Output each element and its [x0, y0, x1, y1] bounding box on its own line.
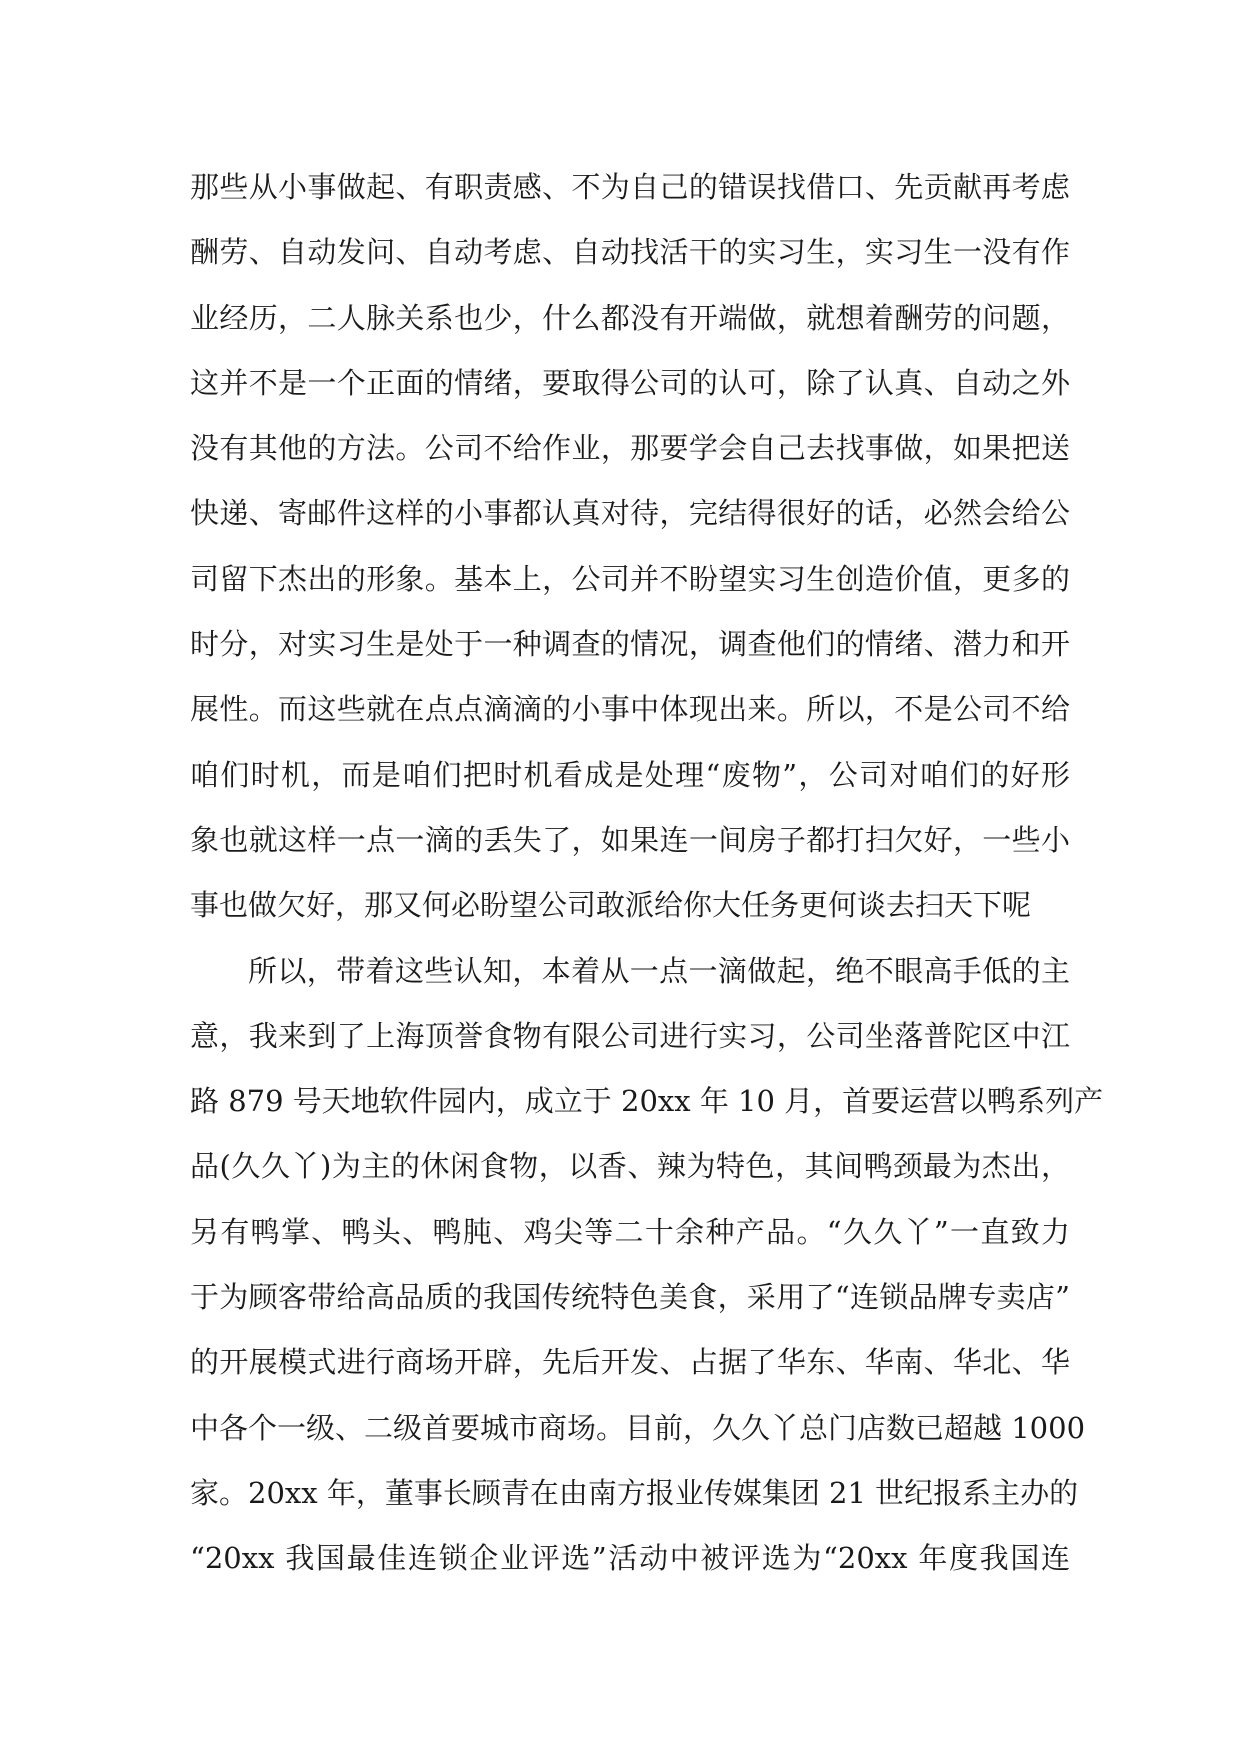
text-line: 事也做欠好，那又何必盼望公司敢派给你大任务更何谈去扫天下呢: [190, 888, 1032, 923]
text-line: “20xx 我国最佳连锁企业评选”活动中被评选为“20xx 年度我国连: [190, 1541, 1070, 1576]
text-line: 那些从小事做起、有职责感、不为自己的错误找借口、先贡献再考虑: [190, 170, 1070, 204]
text-line: 品(久久丫)为主的休闲食物，以香、辣为特色，其间鸭颈最为杰出，: [190, 1149, 1070, 1184]
text-line: 时分，对实习生是处于一种调查的情况，调查他们的情绪、潜力和开: [190, 627, 1070, 662]
paragraph-first-line: 所以，带着这些认知，本着从一点一滴做起，绝不眼高手低的主: [248, 953, 1070, 988]
text-line: 展性。而这些就在点点滴滴的小事中体现出来。所以，不是公司不给: [190, 692, 1070, 727]
text-line: 路 879 号天地软件园内，成立于 20xx 年 10 月，首要运营以鸭系列产: [190, 1084, 1104, 1119]
text-line: 的开展模式进行商场开辟，先后开发、占据了华东、华南、华北、华: [190, 1345, 1070, 1380]
text-line: 酬劳、自动发问、自动考虑、自动找活干的实习生，实习生一没有作: [190, 235, 1070, 270]
text-line: 咱们时机，而是咱们把时机看成是处理“废物”，公司对咱们的好形: [190, 757, 1070, 792]
body-text: [190, 155, 1104, 1592]
text-line: 另有鸭掌、鸭头、鸭肫、鸡尖等二十余种产品。“久久丫”一直致力: [190, 1214, 1070, 1249]
text-line: 象也就这样一点一滴的丢失了，如果连一间房子都打扫欠好，一些小: [190, 822, 1070, 857]
text-line: 业经历，二人脉关系也少，什么都没有开端做，就想着酬劳的问题，: [190, 300, 1070, 335]
text-line: 没有其他的方法。公司不给作业，那要学会自己去找事做，如果把送: [190, 431, 1070, 466]
text-line: 中各个一级、二级首要城市商场。目前，久久丫总门店数已超越 1000: [190, 1410, 1086, 1445]
text-line: 于为顾客带给高品质的我国传统特色美食，采用了“连锁品牌专卖店”: [190, 1280, 1070, 1315]
text-line: 这并不是一个正面的情绪，要取得公司的认可，除了认真、自动之外: [190, 365, 1070, 400]
text-line: 意，我来到了上海顶誉食物有限公司进行实习，公司坐落普陀区中江: [190, 1018, 1070, 1053]
text-line: 家。20xx 年，董事长顾青在由南方报业传媒集团 21 世纪报系主办的: [190, 1475, 1079, 1510]
text-line: 司留下杰出的形象。基本上，公司并不盼望实习生创造价值，更多的: [190, 561, 1070, 596]
text-line: 快递、寄邮件这样的小事都认真对待，完结得很好的话，必然会给公: [190, 496, 1070, 531]
